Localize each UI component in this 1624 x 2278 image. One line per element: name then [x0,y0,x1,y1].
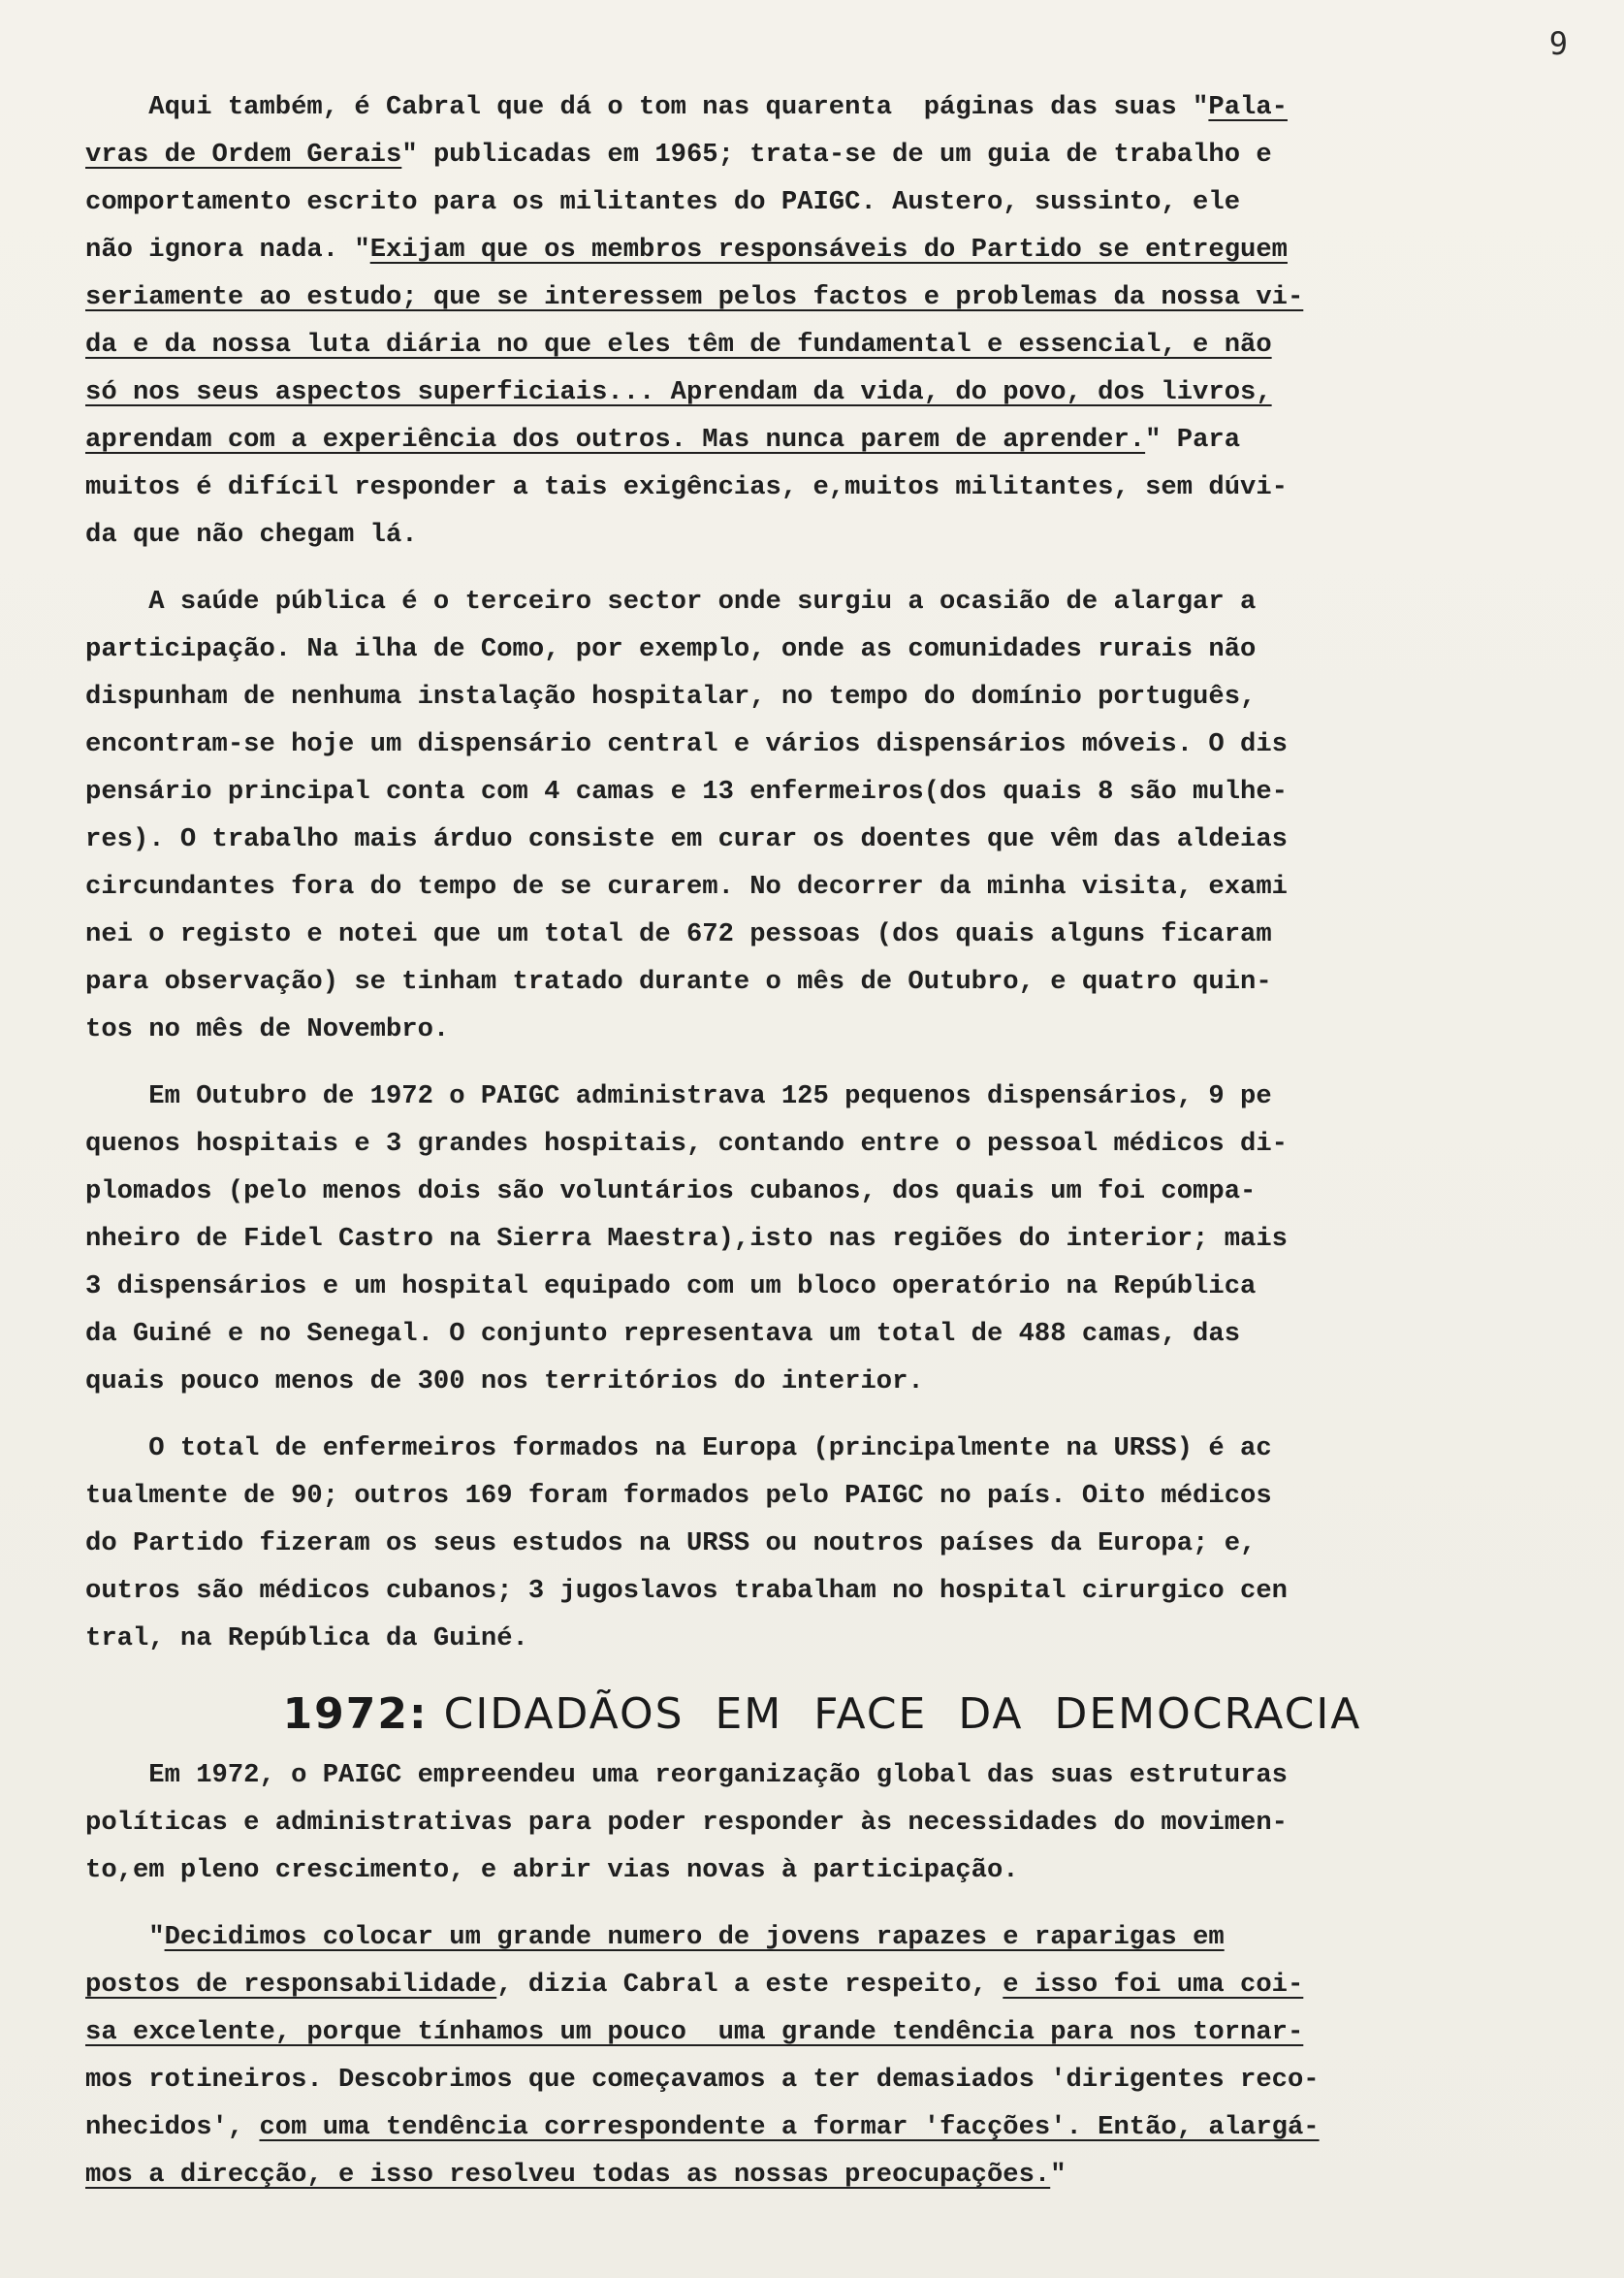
underlined-text: com uma tendência correspondente a formar 'facções'. Então, alargá- [259,2112,1320,2142]
document-body [85,83,1559,2218]
text-line [85,226,1559,273]
section-heading [85,1682,1559,1748]
text-line [85,178,1559,226]
text-line: quais pouco menos de 300 nos territórios do interior. [85,1366,924,1396]
text-segment: comportamento escrito para os militantes do PAIGC. Austero, sussinto, ele [85,187,1241,217]
text-line [85,83,1559,131]
text-line: da Guiné e no Senegal. O conjunto representava um total de 488 camas, das [85,1319,1241,1349]
text-line: plomados (pelo menos dois são voluntários cubanos, dos quais um foi compa- [85,1176,1257,1206]
underlined-text: Pala- [1208,92,1288,122]
text-segment: não ignora nada. " [85,235,370,265]
text-line: tualmente de 90; outros 169 foram formados pelo PAIGC no país. Oito médicos [85,1481,1272,1511]
text-segment: " [85,1922,165,1952]
text-line: outros são médicos cubanos; 3 jugoslavos trabalham no hospital cirurgico cen [85,1576,1288,1606]
underlined-text: Decidimos colocar um grande numero de jovens rapazes e raparigas em [164,1922,1225,1952]
text-line: políticas e administrativas para poder responder às necessidades do movimen- [85,1808,1288,1838]
underlined-text: da e da nossa luta diária no que eles têm de fundamental e essencial, e não [85,330,1272,360]
text-line: res). O trabalho mais árduo consiste em curar os doentes que vêm das aldeias [85,824,1288,854]
paragraph-gap [85,2198,1559,2218]
text-line: Em Outubro de 1972 o PAIGC administrava 125 pequenos dispensários, 9 pe [85,1081,1272,1111]
text-line [85,369,1559,416]
paragraph-cabral-quote [85,1913,1559,2218]
text-line: tos no mês de Novembro. [85,1014,450,1044]
underlined-text: só nos seus aspectos superficiais... Aprendam da vida, do povo, dos livros, [85,377,1272,407]
paragraph-gap [85,1405,1559,1425]
text-line: dispunham de nenhuma instalação hospitalar, no tempo do domínio português, [85,682,1257,712]
text-segment: " publicadas em 1965; trata-se de um guia de trabalho e [401,140,1272,170]
text-line: nei o registo e notei que um total de 672 pessoas (dos quais alguns ficaram [85,919,1272,949]
underlined-text: mos a direcção, e isso resolveu todas as nossas preocupações. [85,2160,1051,2190]
text-line: 3 dispensários e um hospital equipado com um bloco operatório na República [85,1271,1257,1301]
text-line: A saúde pública é o terceiro sector onde surgiu a ocasião de alargar a [85,587,1257,617]
text-line [85,464,1559,511]
text-line: participação. Na ilha de Como, por exemplo, onde as comunidades rurais não [85,634,1257,664]
page-number: 9 [1548,25,1568,62]
paragraph-reorganization [85,1751,1559,1913]
text-line: circundantes fora do tempo de se curarem. No decorrer da minha visita, exami [85,872,1288,902]
text-segment: " [1050,2160,1067,2190]
text-line: nheiro de Fidel Castro na Sierra Maestra),isto nas regiões do interior; mais [85,1224,1288,1254]
text-line: para observação) se tinham tratado durante o mês de Outubro, e quatro quin- [85,967,1272,997]
heading-year: 1972: [282,1689,429,1739]
text-line [85,2151,1559,2198]
paragraph-gap [85,1053,1559,1073]
text-line: encontram-se hoje um dispensário central e vários dispensários móveis. O dis [85,729,1288,759]
text-line [85,1913,1559,1961]
text-segment: , dizia Cabral a este respeito, [496,1970,1003,2000]
text-line: quenos hospitais e 3 grandes hospitais, contando entre o pessoal médicos di- [85,1129,1288,1159]
text-line: Em 1972, o PAIGC empreendeu uma reorganização global das suas estruturas [85,1760,1288,1790]
underlined-text: Exijam que os membros responsáveis do Partido se entreguem [369,235,1288,265]
text-line [85,1961,1559,2008]
underlined-text: e isso foi uma coi- [1003,1970,1304,2000]
underlined-text: vras de Ordem Gerais [85,140,402,170]
text-line: pensário principal conta com 4 camas e 13 enfermeiros(dos quais 8 são mulhe- [85,777,1288,807]
text-line [85,2056,1559,2103]
underlined-text: seriamente ao estudo; que se interessem pelos factos e problemas da nossa vi- [85,282,1304,312]
underlined-text: postos de responsabilidade [85,1970,497,2000]
paragraph-gap [85,1662,1559,1682]
text-line [85,511,1559,559]
text-segment: " Para [1145,425,1241,455]
text-line: to,em pleno crescimento, e abrir vias novas à participação. [85,1855,1019,1885]
text-segment: muitos é difícil responder a tais exigências, e,muitos militantes, sem dúvi- [85,472,1288,502]
heading-title: CIDADÃOS EM FACE DA DEMOCRACIA [428,1689,1362,1739]
paragraph-dispensaries [85,1073,1559,1425]
text-line [85,321,1559,369]
text-line [85,2008,1559,2056]
text-segment: nhecidos', [85,2112,260,2142]
paragraph-gap [85,559,1559,578]
text-line: tral, na República da Guiné. [85,1623,528,1653]
paragraph-public-health [85,578,1559,1073]
text-segment: da que não chegam lá. [85,520,418,550]
paragraph-nurses [85,1425,1559,1682]
text-line: O total de enfermeiros formados na Europa (principalmente na URSS) é ac [85,1433,1272,1463]
underlined-text: sa excelente, porque tínhamos um pouco uma grande tendência para nos tornar- [85,2017,1304,2047]
paragraph-study-guide [85,83,1559,578]
text-line [85,273,1559,321]
text-segment: mos rotineiros. Descobrimos que começavamos a ter demasiados 'dirigentes reco- [85,2065,1320,2095]
text-segment: Aqui também, é Cabral que dá o tom nas quarenta páginas das suas " [85,92,1209,122]
text-line [85,416,1559,464]
paragraph-gap [85,1894,1559,1913]
text-line: do Partido fizeram os seus estudos na URSS ou noutros países da Europa; e, [85,1528,1257,1558]
underlined-text: aprendam com a experiência dos outros. Mas nunca parem de aprender. [85,425,1146,455]
text-line [85,2103,1559,2151]
text-line [85,131,1559,178]
